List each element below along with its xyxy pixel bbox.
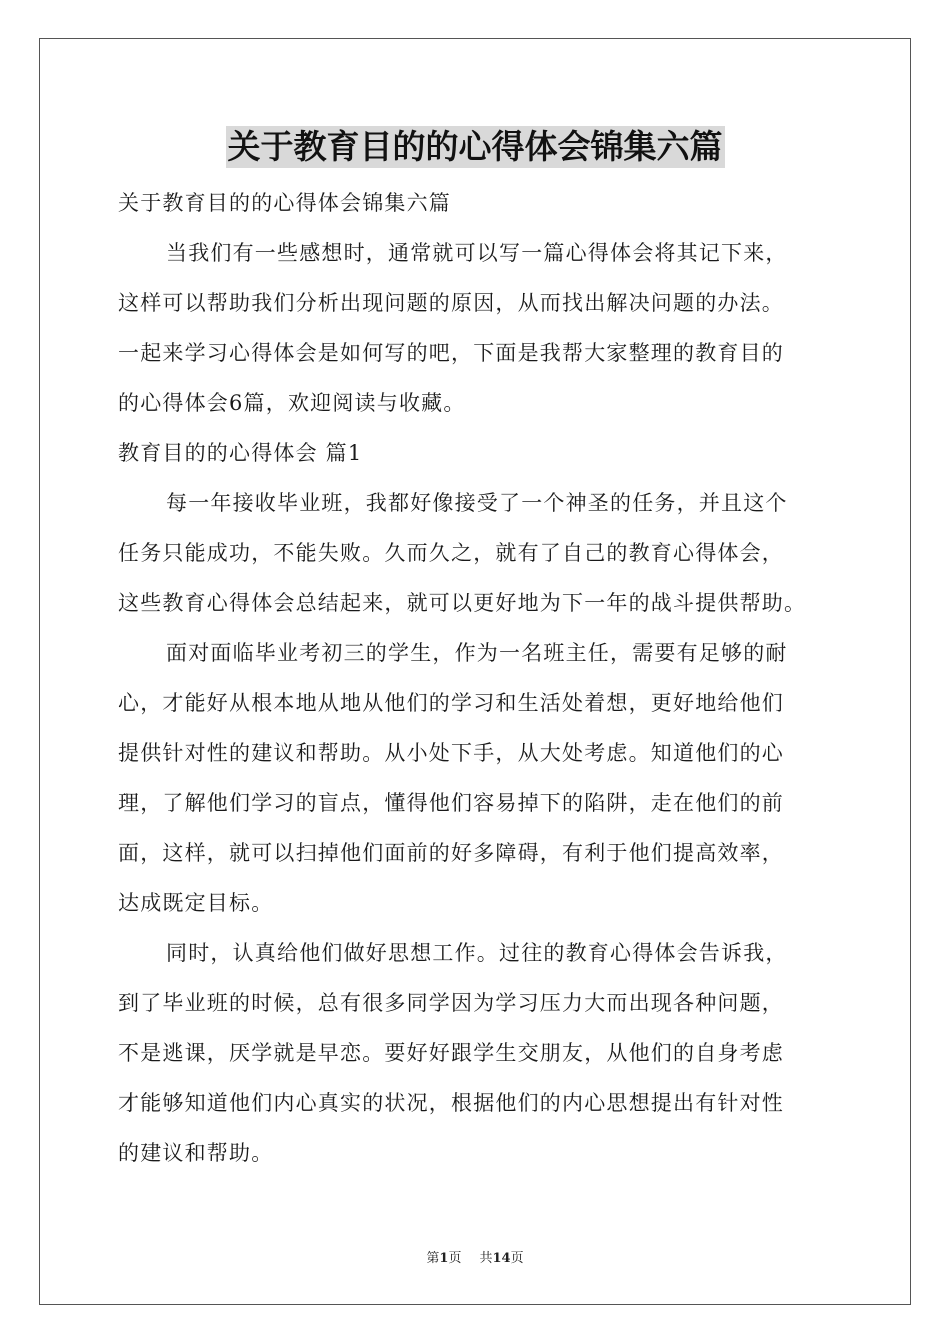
paragraph-line: 这些教育心得体会总结起来，就可以更好地为下一年的战斗提供帮助。	[118, 591, 807, 615]
subtitle-line: 关于教育目的的心得体会锦集六篇	[118, 191, 451, 215]
paragraph-line: 同时，认真给他们做好思想工作。过往的教育心得体会告诉我，	[166, 941, 788, 965]
paragraph-line: 心，才能好从根本地从地从他们的学习和生活处着想，更好地给他们	[118, 691, 784, 715]
total-suffix: 页	[510, 1251, 524, 1266]
paragraph-line: 当我们有一些感想时，通常就可以写一篇心得体会将其记下来，	[166, 241, 788, 265]
paragraph-line: 不是逃课，厌学就是早恋。要好好跟学生交朋友，从他们的自身考虑	[118, 1041, 784, 1065]
page-number: 1	[439, 1251, 449, 1266]
paragraph-line: 任务只能成功，不能失败。久而久之，就有了自己的教育心得体会，	[118, 541, 784, 565]
total-pages: 14	[492, 1251, 511, 1266]
paragraph-line: 提供针对性的建议和帮助。从小处下手，从大处考虑。知道他们的心	[118, 741, 784, 765]
total-prefix: 共	[479, 1251, 493, 1266]
document-title	[0, 126, 950, 168]
paragraph-line: 面对面临毕业考初三的学生，作为一名班主任，需要有足够的耐	[166, 641, 788, 665]
paragraph-line: 一起来学习心得体会是如何写的吧，下面是我帮大家整理的教育目的	[118, 341, 784, 365]
paragraph-line: 这样可以帮助我们分析出现问题的原因，从而找出解决问题的办法。	[118, 291, 784, 315]
paragraph-line: 的建议和帮助。	[118, 1141, 274, 1165]
paragraph-line: 面，这样，就可以扫掉他们面前的好多障碍，有利于他们提高效率，	[118, 841, 784, 865]
document-body	[118, 178, 838, 1178]
section-heading: 教育目的的心得体会 篇1	[118, 441, 363, 465]
paragraph-line: 到了毕业班的时候，总有很多同学因为学习压力大而出现各种问题，	[118, 991, 784, 1015]
paragraph-line: 的心得体会6篇，欢迎阅读与收藏。	[118, 391, 466, 415]
paragraph-line: 达成既定目标。	[118, 891, 274, 915]
page-indicator	[426, 1251, 461, 1266]
page-suffix: 页	[448, 1251, 462, 1266]
paragraph-line: 每一年接收毕业班，我都好像接受了一个神圣的任务，并且这个	[166, 491, 788, 515]
page-prefix: 第	[426, 1251, 440, 1266]
document-title-text: 关于教育目的的心得体会锦集六篇	[227, 127, 723, 166]
page-footer	[0, 1247, 950, 1266]
paragraph-line: 理，了解他们学习的盲点，懂得他们容易掉下的陷阱，走在他们的前	[118, 791, 784, 815]
paragraph-line: 才能够知道他们内心真实的状况，根据他们的内心思想提出有针对性	[118, 1091, 784, 1115]
total-pages-indicator	[479, 1251, 523, 1266]
